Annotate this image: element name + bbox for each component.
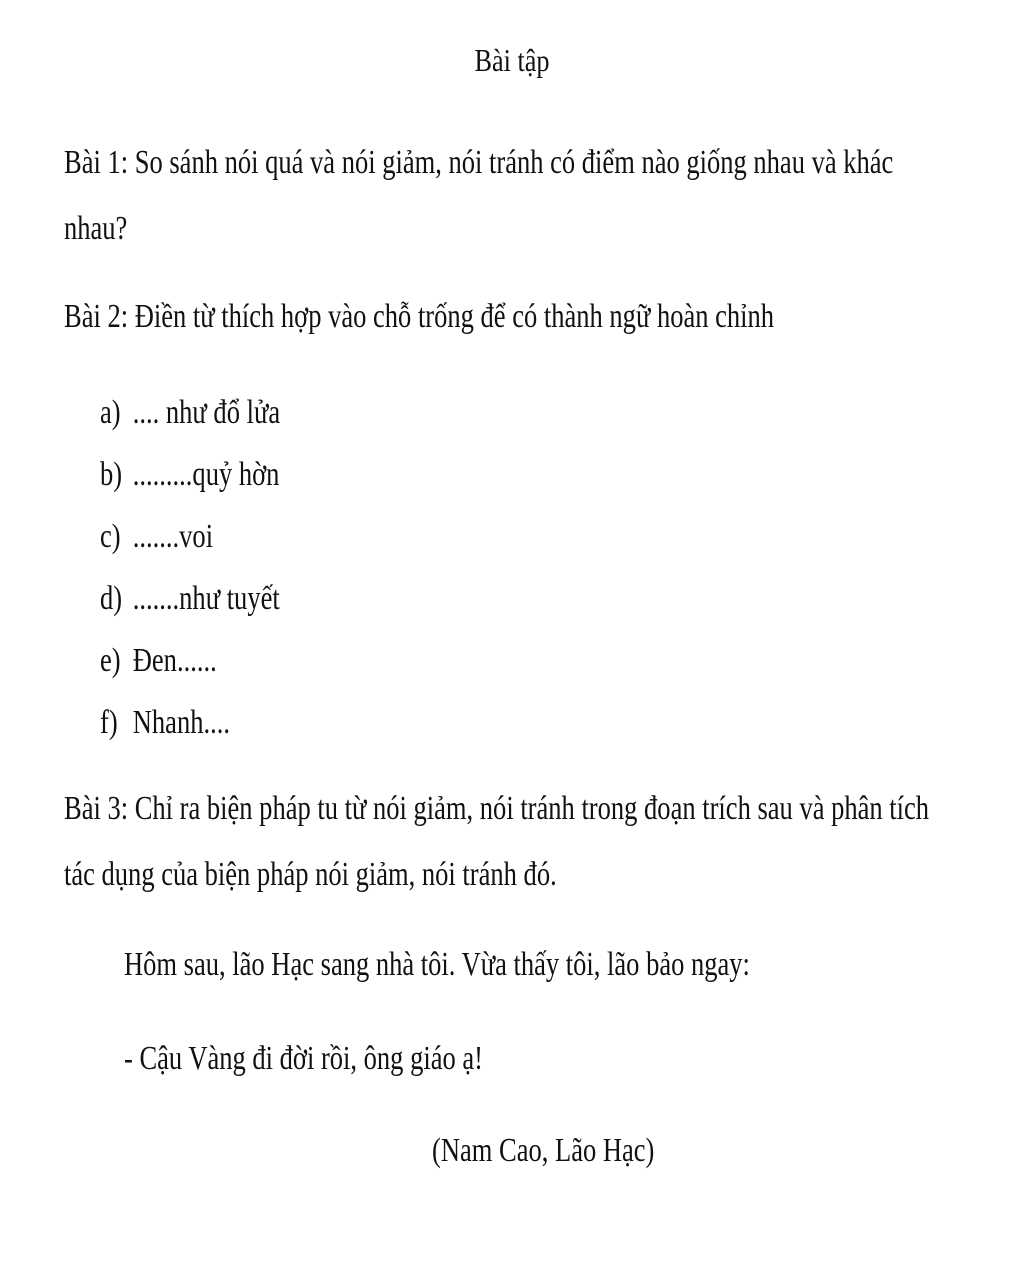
exercise-3-line-2: tác dụng của biện pháp nói giảm, nói tránh đó. bbox=[64, 856, 557, 893]
list-item bbox=[100, 568, 280, 630]
exercise-3 bbox=[64, 776, 930, 908]
excerpt-line-2: - Cậu Vàng đi đời rồi, ông giáo ạ! bbox=[124, 1040, 483, 1077]
exercise-1 bbox=[64, 130, 906, 262]
list-item-text: Đen...... bbox=[132, 642, 217, 679]
list-item-text: .......voi bbox=[132, 518, 214, 555]
list-item bbox=[100, 630, 280, 692]
list-item bbox=[100, 382, 280, 444]
exercise-2-prompt bbox=[64, 284, 906, 350]
list-marker: a) bbox=[100, 394, 121, 431]
list-item bbox=[100, 692, 280, 754]
list-item-text: .......như tuyết bbox=[132, 580, 280, 617]
excerpt-line-1: Hôm sau, lão Hạc sang nhà tôi. Vừa thấy tôi, lão bảo ngay: bbox=[124, 946, 750, 983]
list-marker: c) bbox=[100, 518, 121, 555]
exercise-3-line-1: Bài 3: Chỉ ra biện pháp tu từ nói giảm, nói tránh trong đoạn trích sau và phân tích bbox=[64, 790, 930, 827]
list-item-text: .........quỷ hờn bbox=[132, 456, 280, 493]
list-marker: e) bbox=[100, 642, 121, 679]
excerpt-source: (Nam Cao, Lão Hạc) bbox=[432, 1132, 655, 1169]
list-marker: f) bbox=[100, 704, 118, 741]
exercise-2-list bbox=[100, 382, 280, 754]
exercise-2-prompt-text: Bài 2: Điền từ thích hợp vào chỗ trống để có thành ngữ hoàn chỉnh bbox=[64, 298, 775, 335]
page-title: Bài tập bbox=[474, 42, 550, 78]
list-item bbox=[100, 444, 280, 506]
list-item-text: Nhanh.... bbox=[132, 704, 230, 741]
exercise-1-line-1: Bài 1: So sánh nói quá và nói giảm, nói tránh có điểm nào giống nhau và khác bbox=[64, 144, 894, 181]
list-item bbox=[100, 506, 280, 568]
list-marker: d) bbox=[100, 580, 123, 617]
list-item-text: .... như đổ lửa bbox=[132, 394, 281, 431]
list-marker: b) bbox=[100, 456, 123, 493]
exercise-1-line-2: nhau? bbox=[64, 210, 128, 247]
